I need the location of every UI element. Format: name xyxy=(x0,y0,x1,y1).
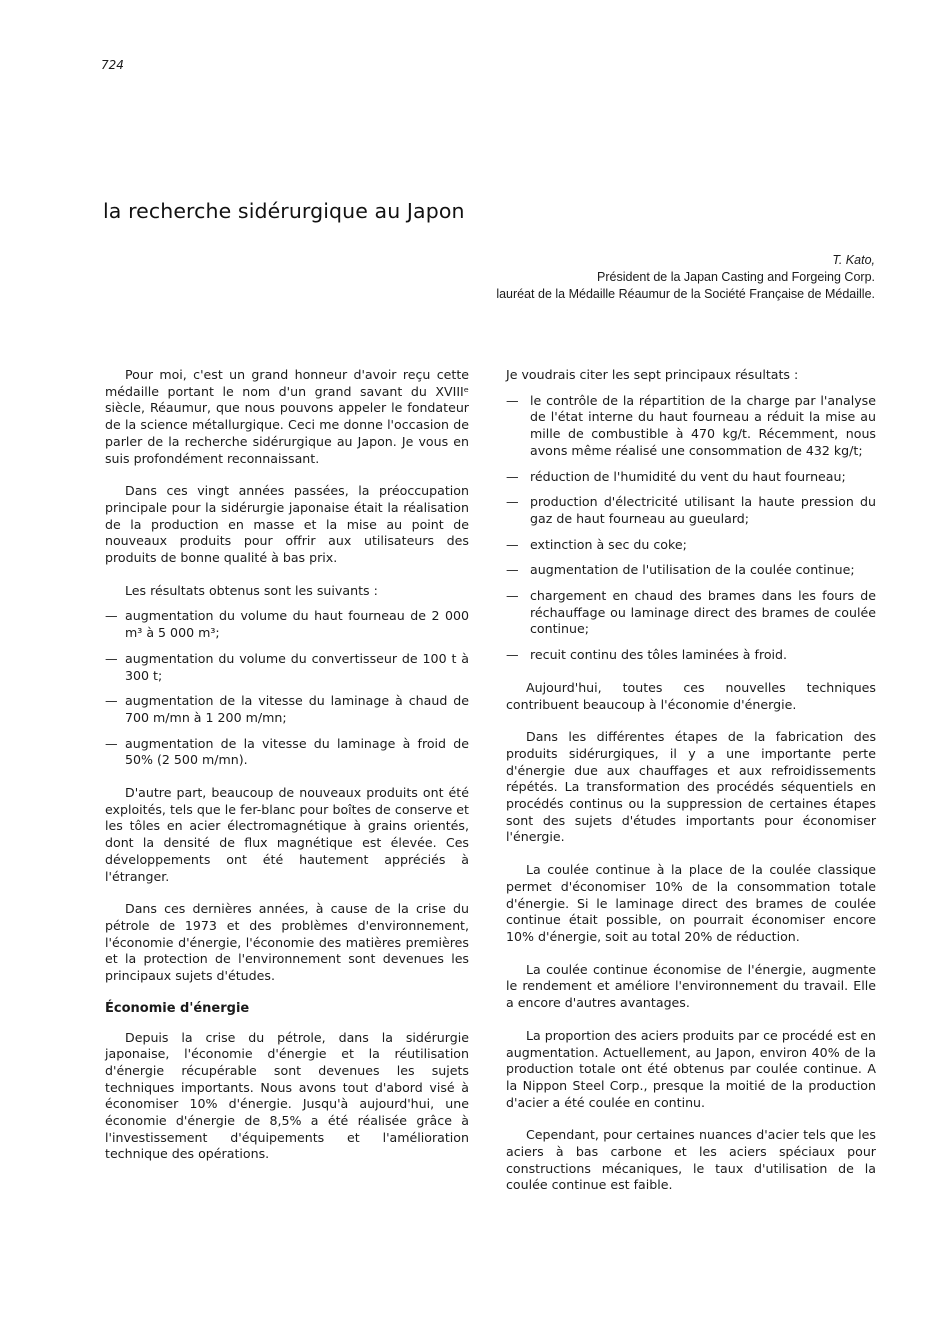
list-item: — le contrôle de la répartition de la charge par l'analyse de l'état interne du haut fourneau a réduit la mise au mille de combustible à 470 kg/t. Récemment, nous avons même réalisé une consommation de 432 kg/t; xyxy=(506,392,876,458)
list-item: — chargement en chaud des brames dans les fours de réchauffage ou laminage direct des brames de coulée continue; xyxy=(506,588,876,637)
paragraph: Je voudrais citer les sept principaux résultats : xyxy=(506,367,799,382)
list-item: — réduction de l'humidité du vent du haut fourneau; xyxy=(506,468,846,484)
paragraph: La coulée continue économise de l'énergie, augmente le rendement et améliore l'environnement du travail. Elle a encore d'autres avantages. xyxy=(506,961,876,1011)
list-item: — augmentation de la vitesse du laminage à chaud de 700 m/mn à 1 200 m/mn; xyxy=(105,693,469,725)
author-award: lauréat de la Médaille Réaumur de la Société Française de Médaille. xyxy=(496,287,875,301)
paragraph: Dans les différentes étapes de la fabrication des produits sidérurgiques, il y a une importante perte d'énergie due aux chauffages et aux refroidissements répétés. La transformation des procédés séquentiels en procédés continus ou la suppression de certaines étapes sont des sujets d'études importants pour économiser l'énergie. xyxy=(506,729,876,845)
page-number: 724 xyxy=(101,58,124,72)
dash-bullet: — xyxy=(105,735,118,751)
list-item: — augmentation du volume du convertisseur de 100 t à 300 t; xyxy=(105,650,469,683)
dash-bullet: — xyxy=(105,693,118,709)
author-name: T. Kato, xyxy=(832,253,875,267)
dash-bullet: — xyxy=(506,494,519,510)
paragraph: Dans ces dernières années, à cause de la crise du pétrole de 1973 et des problèmes d'environnement, l'économie d'énergie, l'économie des matières premières et la protection de l'environnement sont devenues les principaux sujets d'études. xyxy=(105,901,469,984)
paragraph: Depuis la crise du pétrole, dans la sidérurgie japonaise, l'économie d'énergie et la réutilisation d'énergie récupérable sont devenues les sujets techniques importants. Nous avons tout d'abord visé à économiser 10% d'énergie. Jusqu'à aujourd'hui, une économie d'énergie de 8,5% a été réalisée grâce à l'investissement d'équipements et l'amélioration technique des opérations. xyxy=(105,1029,469,1162)
paragraph: D'autre part, beaucoup de nouveaux produits ont été exploités, tels que le fer-blanc pour boîtes de conserve et les tôles en acier électromagnétique à grains orientés, dont la densité de flux magnétique est élevée. Ces développements ont été hautement appréciés à l'étranger. xyxy=(105,785,469,884)
list-item: — augmentation de l'utilisation de la coulée continue; xyxy=(506,562,855,578)
left-column xyxy=(105,367,469,1179)
list-item: — recuit continu des tôles laminées à froid. xyxy=(506,647,788,663)
dash-bullet: — xyxy=(506,536,519,552)
dash-bullet: — xyxy=(506,468,519,484)
paragraph: Dans ces vingt années passées, la préoccupation principale pour la sidérurgie japonaise était la réalisation de la production en masse et la mise au point de nouveaux produits pour offrir aux utilisateurs des produits de bonne qualité à bas prix. xyxy=(105,483,469,566)
dash-bullet: — xyxy=(506,562,519,578)
right-column xyxy=(506,367,876,1210)
dash-bullet: — xyxy=(506,647,519,663)
list-item: — extinction à sec du coke; xyxy=(506,536,687,552)
results-list xyxy=(105,608,469,769)
section-heading: Économie d'énergie xyxy=(105,1000,250,1016)
author-affiliation: Président de la Japan Casting and Forgeing Corp. xyxy=(597,270,875,284)
list-item: — production d'électricité utilisant la haute pression du gaz de haut fourneau au gueulard; xyxy=(506,494,876,526)
dash-bullet: — xyxy=(506,588,519,604)
dash-bullet: — xyxy=(506,392,519,408)
list-item: — augmentation de la vitesse du laminage à froid de 50% (2 500 m/mn). xyxy=(105,735,469,768)
dash-bullet: — xyxy=(105,650,118,666)
list-item: — augmentation du volume du haut fourneau de 2 000 m³ à 5 000 m³; xyxy=(105,608,469,641)
paragraph: Pour moi, c'est un grand honneur d'avoir reçu cette médaille portant le nom d'un grand savant du XVIIIᵉ siècle, Réaumur, que nous pouvons appeler le fondateur de la science métallurgique. Ceci me donne l'occasion de parler de la recherche sidérurgique au Japon. Je vous en suis profondément reconnaissant. xyxy=(105,367,469,466)
paragraph: Cependant, pour certaines nuances d'acier tels que les aciers à bas carbone et les aciers spéciaux pour constructions mécaniques, le taux d'utilisation de la coulée continue est faible. xyxy=(506,1127,876,1193)
paragraph: La coulée continue à la place de la coulée classique permet d'économiser 10% de la consommation totale d'énergie. Si le laminage direct des brames de coulée continue était possible, on pourrait économiser encore 10% d'énergie, soit au total 20% de réduction. xyxy=(506,862,876,944)
paragraph: La proportion des aciers produits par ce procédé est en augmentation. Actuellement, au Japon, environ 40% de la production totale ont été obtenus par coulée continue. A la Nippon Steel Corp., presque la moitié de la production d'acier a été coulée en continu. xyxy=(506,1027,876,1110)
author-block xyxy=(496,252,875,303)
paragraph: Les résultats obtenus sont les suivants : xyxy=(125,582,378,598)
article-title: la recherche sidérurgique au Japon xyxy=(103,199,465,223)
results-list xyxy=(506,393,876,664)
paragraph: Aujourd'hui, toutes ces nouvelles techniques contribuent beaucoup à l'économie d'énergie. xyxy=(506,679,876,712)
dash-bullet: — xyxy=(105,608,118,624)
